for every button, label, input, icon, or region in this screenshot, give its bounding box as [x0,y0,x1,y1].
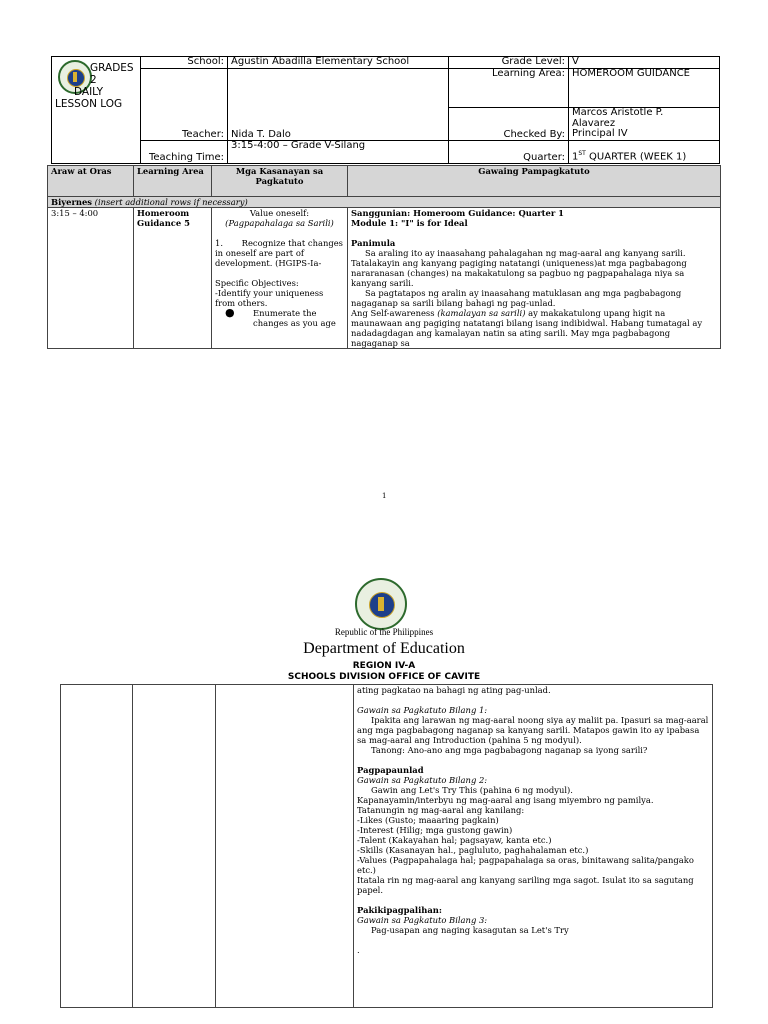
school-value: Agustin Abadilla Elementary School [228,57,449,69]
col-header-area: Learning Area [134,166,212,197]
cont-skills-cell [216,685,354,1008]
time-label: Teaching Time: [141,141,228,164]
logo-text-grades: GRADES [90,62,134,74]
logo-text-daily: DAILY [74,86,104,98]
col-header-skills: Mga Kasanayan sa Pagkatuto [212,166,348,197]
cont-time-cell [61,685,133,1008]
logo-text-lesson-log: LESSON LOG [55,98,123,110]
time-value: 3:15-4:00 – Grade V-Silang [228,141,449,164]
area-value: HOMEROOM GUIDANCE [569,68,720,108]
deped-seal-icon [355,578,407,630]
cont-activity-cell: ating pagkatao na bahagi ng ating pag-unlad. Gawain sa Pagkatuto Bilang 1: Ipakita ang larawan ng mag-aaral noong siya ay maliit pa. Ipasuri sa mag-aaral ang mga pagbabagong naganap sa kanyang sarili. Matapos gawin ito ay ipabasa sa mag-aaral ang Introduction (pahina 5 ng modyul). Tanong: Ano-ano ang mga pagbabagong naganap sa iyong sarili? Pagpapaunlad Gawain sa Pagkatuto Bilang 2: Gawin ang Let's Try This (pahina 6 ng modyul). Kapanayamin/interbyu ng mag-aaral ang isang miyembro ng pamilya. Tatanungin ng mag-aaral ang kanilang: -Likes (Gusto; maaaring pagkain) -Interest (Hilig; mga gustong gawin) -Talent (Kakayahan hal; pagsayaw, kanta etc.) -Skills (Kasanayan hal., pagluluto, paghahalaman etc.) -Values (Pagpapahalaga hal; pagpapahalaga sa oras, binitawang salita/pangako etc.) Itatala rin ng mag-aaral ang kanyang sariling mga sagot. Isulat ito sa sagutang papel. Pakikipagpalihan: Gawain sa Pagkatuto Bilang 3: Pag-usapan ang naging kasagutan sa Let's Try . [354,685,713,1008]
quarter-label: Quarter: [449,141,569,164]
school-label: School: [141,57,228,69]
quarter-value: 1ST QUARTER (WEEK 1) [569,141,720,164]
teacher-label: Teacher: [141,68,228,141]
checked-value: Marcos Aristotle P. Alavarez Principal IV [569,108,720,141]
col-header-day: Araw at Oras [48,166,134,197]
continuation-table [60,684,713,1008]
division-text: SCHOOLS DIVISION OFFICE OF CAVITE [287,672,481,682]
checked-label: Checked By: [449,108,569,141]
bullet-icon: ● [225,306,235,319]
logo-cell [52,57,141,164]
lesson-table [47,165,721,349]
grade-label: Grade Level: [449,57,569,69]
grade-value: V [569,57,720,69]
header-table [51,56,720,164]
area-label: Learning Area: [449,68,569,108]
region-text: REGION IV-A [352,661,416,671]
teacher-value: Nida T. Dalo [228,68,449,141]
activity-cell: Sanggunian: Homeroom Guidance: Quarter 1 Module 1: "I" is for Ideal Panimula Sa araling ito ay inaasahang pahalagahan ng mag-aaral ang kanyang sarili. Tatalakayin ang kanyang pagiging natatangi (uniqueness)at mga pagbabagong nararanasan (changes) na makakatulong sa pagbuo ng pagpapahalaga niya sa kanyang sarili. Sa pagtatapos ng aralin ay inaasahang matuklasan ang mga pagbabagong nagaganap sa sarili bilang bahagi ng pag-unlad. Ang Self-awareness (kamalayan sa sarili) ay makakatulong upang higit na maunawaan ang pagiging natatangi bilang isang indibidwal. Habang tumatagal ay nadadagdagan ang kamalayan natin sa ating sarili. May mga pagbabagong nagaganap sa [348,208,721,349]
skills-cell: Value oneself: (Pagpapahalaga sa Sarili) 1. Recognize that changes in oneself are part of development. (HGIPS-Ia- Specific Objectives: -Identify your uniqueness from others. ● Enumerate the changes as you age [212,208,348,349]
time-cell: 3:15 – 4:00 [48,208,134,349]
col-header-activity: Gawaing Pampagkatuto [348,166,721,197]
day-row: Biyernes (insert additional rows if necessary) [48,197,721,208]
department-text: Department of Education [303,640,465,657]
logo-text-grade-num: 2 [90,74,97,86]
page-number: 1 [382,492,387,500]
learning-area-cell: Homeroom Guidance 5 [134,208,212,349]
republic-text: Republic of the Philippines [334,627,434,637]
cont-area-cell [133,685,216,1008]
